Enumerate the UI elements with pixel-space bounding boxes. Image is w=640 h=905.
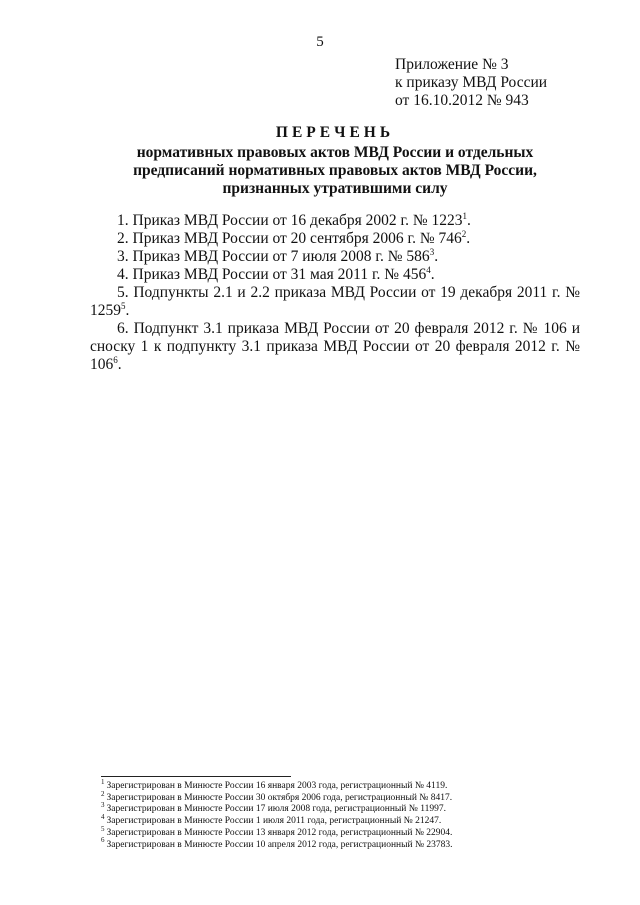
footnote-mark: 1: [101, 777, 105, 786]
footnotes: [101, 777, 581, 851]
item-text: 3. Приказ МВД России от 7 июля 2008 г. № 586: [117, 248, 430, 265]
appendix-line: к приказу МВД России: [395, 74, 548, 91]
footnote-mark: 2: [101, 789, 105, 798]
appendix-line: от 16.10.2012 № 943: [395, 92, 529, 109]
heading-line: предписаний нормативных правовых актов МВД России,: [133, 162, 537, 179]
list-item: 6. Подпункт 3.1 приказа МВД России от 20 февраля 2012 г. № 106 и сноску 1 к подпункту 3.1 приказа МВД России от 20 февраля 2012 г. № $106^6$.: [90, 320, 580, 373]
items-list: [90, 212, 580, 374]
item-text: 2. Приказ МВД России от 20 сентября 2006 г. № 746: [117, 230, 462, 247]
footnote-mark: 6: [101, 836, 105, 845]
footnote-text: Зарегистрирован в Минюсте России 17 июля 2008 года, регистрационный № 11997.: [106, 804, 446, 815]
footnote-ref: 4: [426, 264, 431, 275]
item-text: 4. Приказ МВД России от 31 мая 2011 г. № 456: [117, 266, 427, 283]
footnote-separator: [101, 776, 291, 777]
footnote-text: Зарегистрирован в Минюсте России 16 января 2003 года, регистрационный № 4119.: [106, 781, 448, 791]
page-number: 5: [316, 34, 324, 50]
item-text: 6. Подпункт 3.1 приказа МВД России от 20 февраля 2012 г. № 106 и сноску 1 к подпункту 3.1 приказа МВД России от 20 февраля 2012 г. № 106: [90, 320, 580, 373]
document-heading: [90, 124, 580, 198]
item-text: 1. Приказ МВД России от 16 декабря 2002 г. № 1223: [117, 212, 463, 229]
list-item: 1. Приказ МВД России от 16 декабря 2002 г. № 1223$^1$.: [117, 210, 471, 229]
footnote-ref: 1: [462, 210, 468, 221]
footnote-mark: 3: [101, 801, 105, 810]
list-item: 2. Приказ МВД России от 20 сентября 2006 г. № $746^2$.: [117, 228, 471, 247]
appendix-line: Приложение № 3: [395, 56, 509, 73]
footnote-ref: 2: [461, 228, 467, 239]
appendix-block: [395, 56, 547, 110]
footnote: [101, 836, 581, 852]
heading-line: признанных утратившими силу: [222, 180, 448, 197]
footnote: [101, 824, 581, 840]
heading-line: нормативных правовых актов МВД России и отдельных: [136, 144, 534, 161]
footnote-ref: 3: [429, 246, 435, 257]
footnote: [101, 812, 581, 828]
footnote-text: Зарегистрирован в Минюсте России 13 января 2012 года, регистрационный № 22904.: [106, 827, 453, 838]
footnote-text: Зарегистрирован в Минюсте России 30 октября 2006 года, регистрационный № 8417.: [106, 792, 453, 803]
list-item: 4. Приказ МВД России от 31 мая 2011 г. № $456^4$.: [117, 264, 435, 283]
item-text: 5. Подпункты 2.1 и 2.2 приказа МВД России от 19 декабря 2011 г. № 1259: [90, 284, 580, 319]
footnote-mark: 4: [101, 812, 105, 821]
footnote-ref: 5: [121, 300, 126, 311]
footnote: [101, 777, 581, 793]
footnote-text: Зарегистрирован в Минюсте России 1 июля 2011 года, регистрационный № 21247.: [106, 816, 442, 827]
footnote-mark: 5: [101, 824, 105, 833]
document-title: ПЕРЕЧЕНЬ: [275, 124, 395, 141]
footnote-text: Зарегистрирован в Минюсте России 10 апреля 2012 года, регистрационный № 23783.: [106, 839, 453, 850]
list-item: 3. Приказ МВД России от 7 июля 2008 г. № $586^3$.: [117, 246, 439, 265]
footnote: [101, 801, 581, 816]
footnote: [101, 789, 581, 805]
list-item: 5. Подпункты 2.1 и 2.2 приказа МВД России от 19 декабря 2011 г. № 1259$^5$.: [90, 284, 580, 319]
footnote-ref: 6: [113, 354, 118, 365]
